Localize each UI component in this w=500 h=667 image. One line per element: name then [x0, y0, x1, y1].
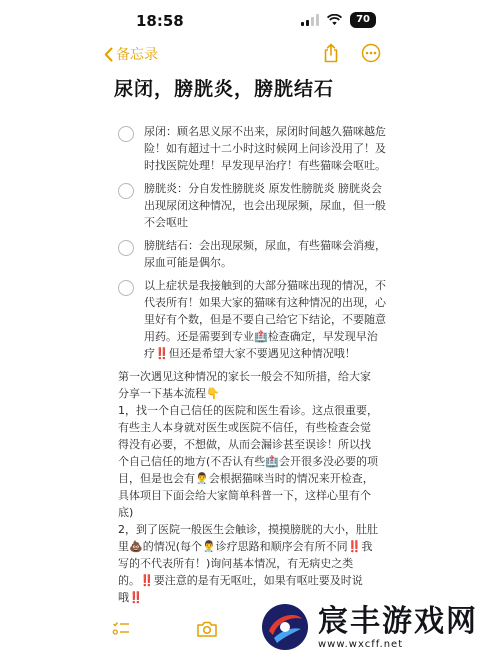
more-icon [361, 43, 381, 63]
note-content[interactable] [110, 74, 386, 606]
wifi-icon [327, 14, 342, 26]
site-logo-icon [260, 602, 310, 652]
back-button[interactable] [104, 44, 158, 64]
status-bar [0, 0, 500, 40]
back-label: 备忘录 [116, 47, 158, 63]
status-time: 18:58 [136, 12, 184, 30]
watermark-url: www.wxcff.net [318, 638, 404, 650]
more-button[interactable] [360, 42, 382, 64]
checkbox-circle[interactable] [118, 126, 134, 142]
checklist-text: 尿闭：顾名思义尿不出来，尿闭时间越久猫咪越危险！如有超过十二小时这时候网上问诊没用了！及时找医院处理！早发现早治疗！有些猫咪会呕吐。 [144, 125, 386, 172]
nav-bar [0, 40, 500, 70]
share-button[interactable] [320, 42, 342, 64]
site-watermark [260, 602, 478, 652]
checklist-text: 以上症状是我接触到的大部分猫咪出现的情况，不代表所有！如果大家的猫咪有这种情况的出现，心里好有个数，但是不要自己给它下结论，不要随意用药。还是需要到专业🏥检查确定，早发现早治疗‼️但还是希望大家不要遇见这种情况哦！ [144, 279, 386, 360]
checklist-item [110, 237, 386, 271]
checklist-item [110, 277, 386, 362]
camera-icon [196, 620, 218, 638]
camera-button[interactable] [196, 618, 218, 640]
checkbox-circle[interactable] [118, 280, 134, 296]
checkbox-circle[interactable] [118, 183, 134, 199]
checklist-text: 膀胱结石：会出现尿频，尿血，有些猫咪会消瘦，尿血可能是偶尔。 [144, 239, 386, 269]
nav-actions [320, 42, 382, 64]
watermark-title: 宸丰游戏网 [318, 603, 478, 639]
checklist-item [110, 180, 386, 231]
checklist-button[interactable] [110, 618, 132, 640]
cellular-signal-icon [301, 14, 319, 26]
checkbox-circle[interactable] [118, 240, 134, 256]
chevron-left-icon [104, 47, 113, 62]
battery-indicator: 70 [350, 12, 376, 28]
note-title: 尿闭，膀胱炎，膀胱结石 [114, 78, 335, 100]
share-icon [323, 43, 339, 63]
checklist-icon [112, 620, 130, 638]
note-body-text: 第一次遇见这种情况的家长一般会不知所措，给大家分享一下基本流程👇 1，找一个自己信任的医院和医生看诊。这点很重要，有些主人本身就对医生或医院不信任，有些检查会觉得没有必要，不想做，从而会漏诊甚至误诊！所以找个自己信任的地方(不否认有些🏥会开很多没必要的项目，但是也会有👨‍⚕️会根据猫咪当时的情况来开检查，具体项目下面会给大家简单科普一下，这样心里有个底) 2，到了医院一般医生会触诊，摸摸膀胱的大小，肚肚里💩的情况(每个👨‍⚕️诊疗思路和顺序会有所不同‼️我写的不代表所有！)询问基本情况，有无病史之类的。‼️要注意的是有无呕吐，如果有呕吐要及时说哦‼️ [118, 370, 378, 604]
status-icons [301, 12, 376, 28]
checklist-item [110, 123, 386, 174]
checklist-text: 膀胱炎：分自发性膀胱炎 原发性膀胱炎 膀胱炎会出现尿闭这种情况，也会出现尿频，尿血，但一般不会呕吐 [144, 182, 386, 229]
